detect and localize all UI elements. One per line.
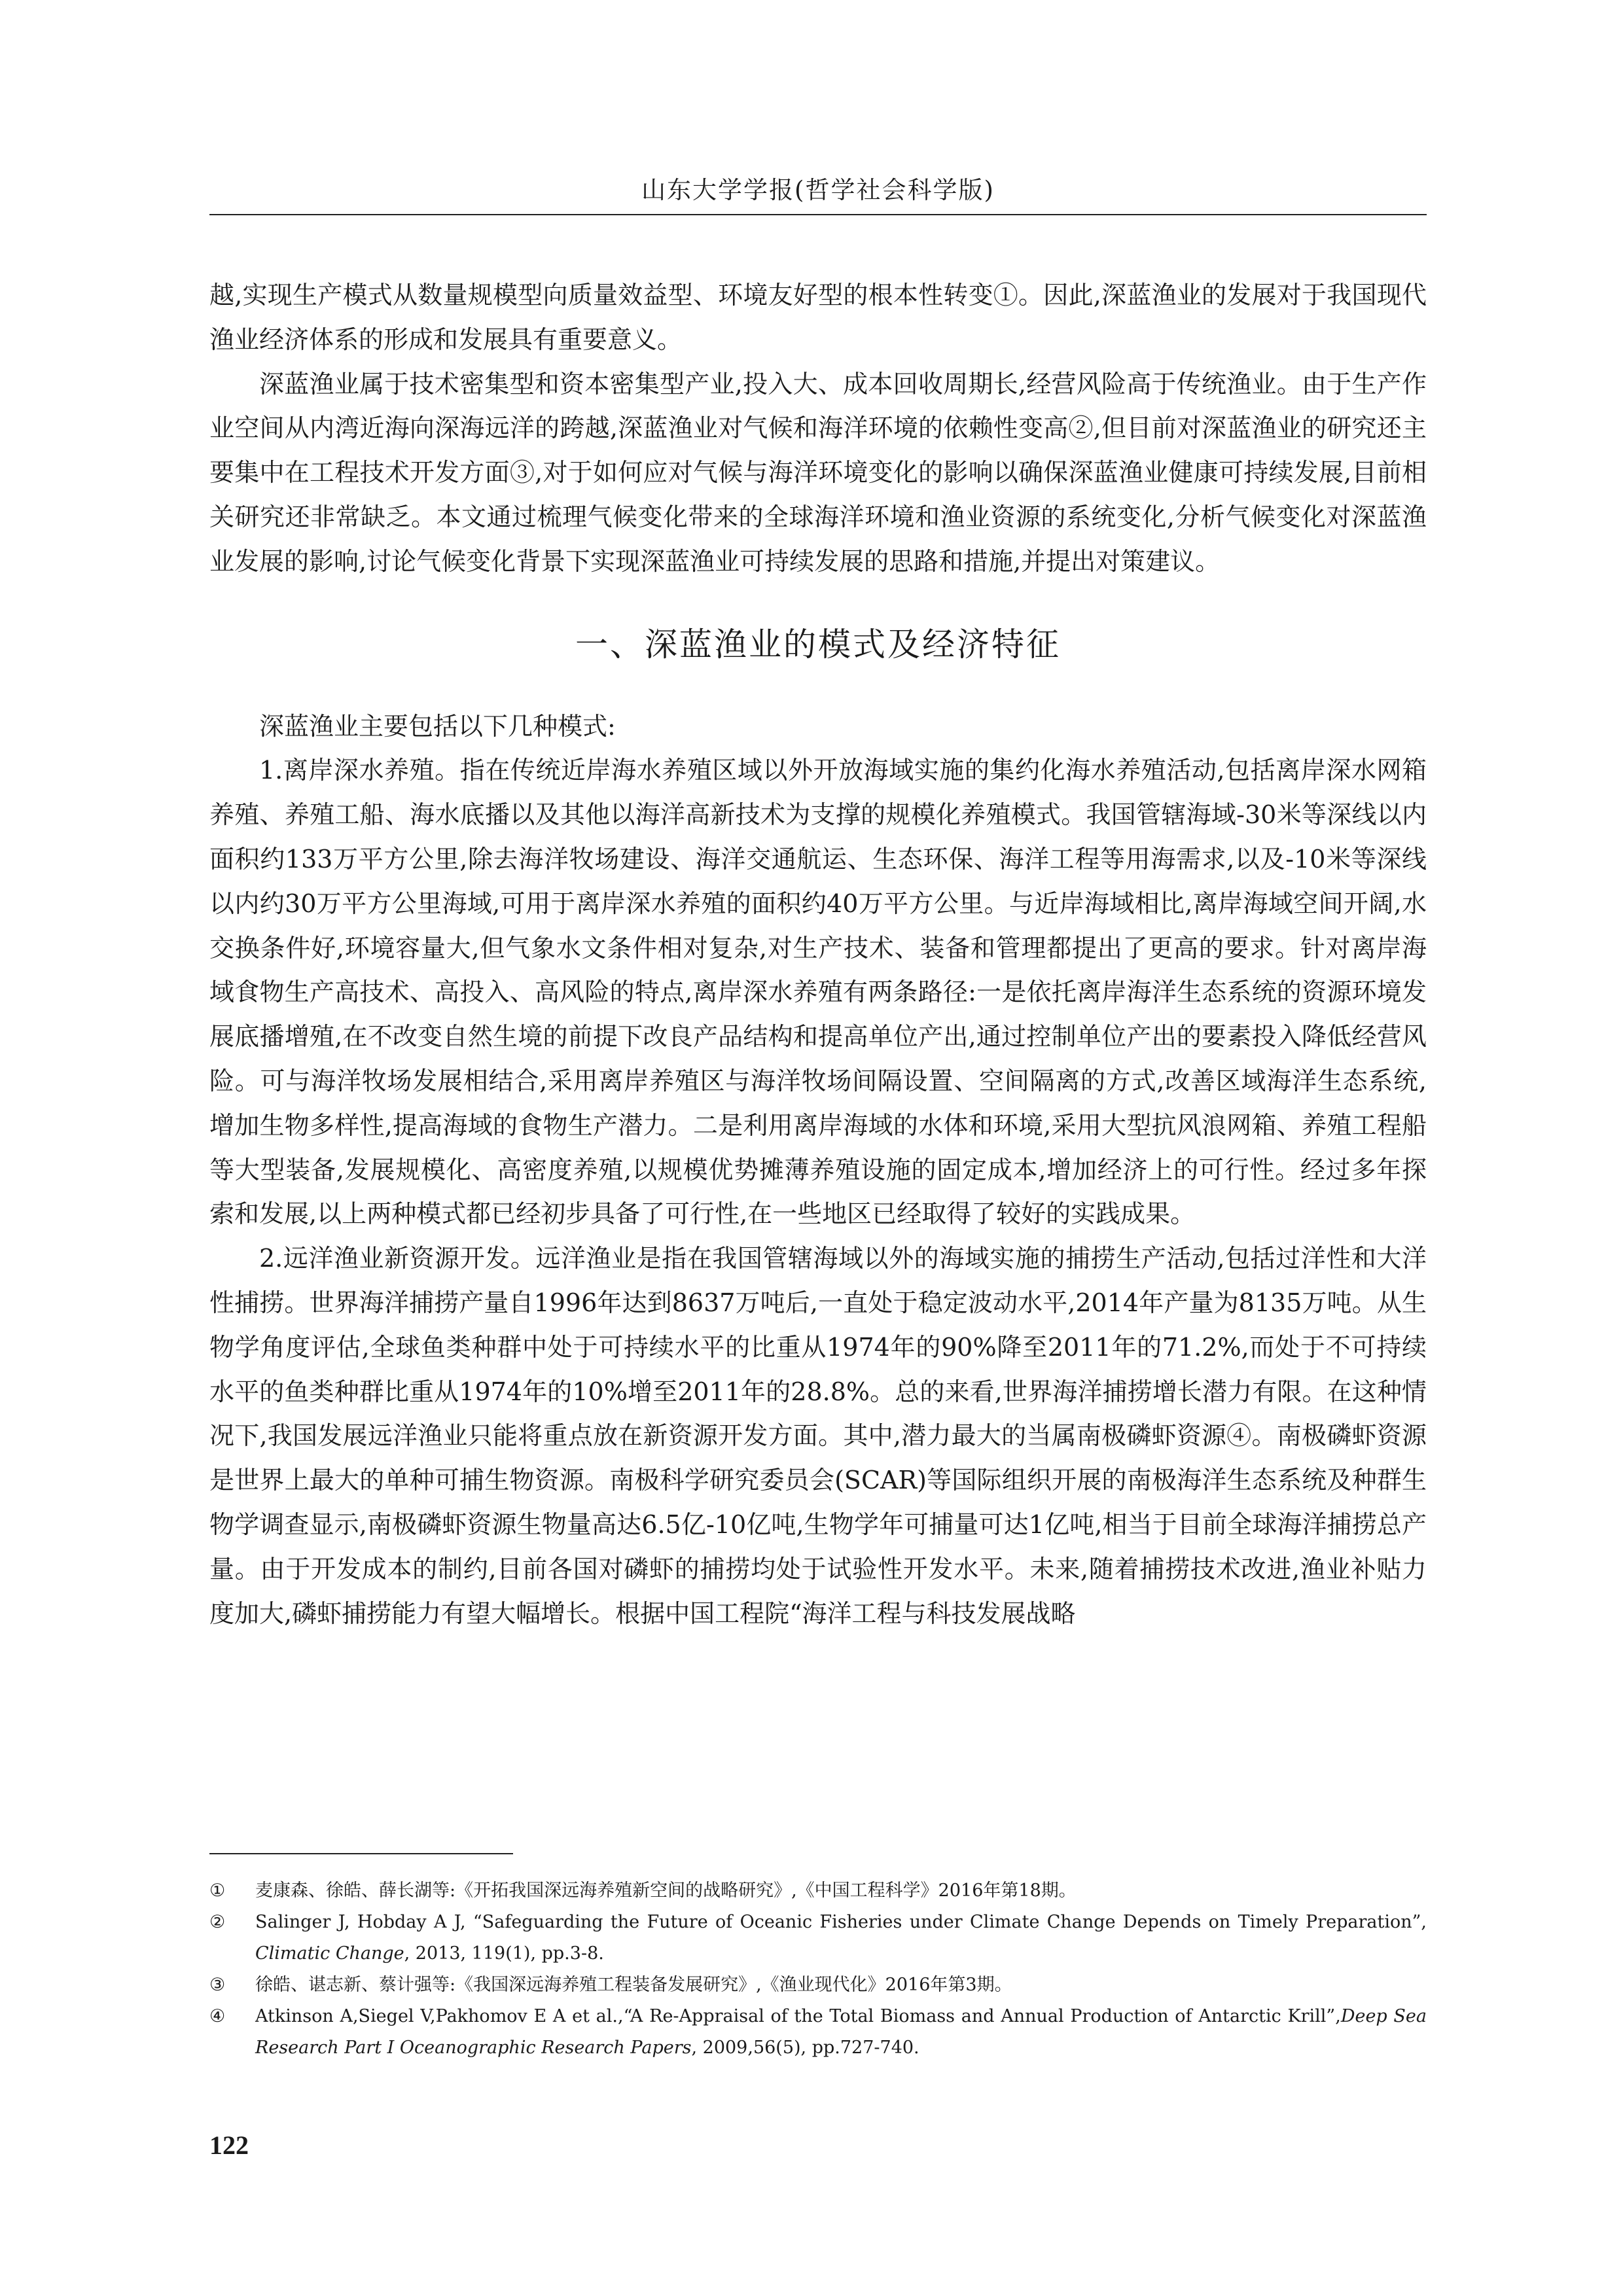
citation-details: , 2013, 119(1), pp.3-8. (404, 1943, 604, 1964)
running-header: 山东大学学报(哲学社会科学版) (641, 176, 995, 204)
footnote-text (255, 1907, 1427, 1969)
footnote-text: 麦康森、徐皓、薛长湖等:《开拓我国深远海养殖新空间的战略研究》,《中国工程科学》2016年第18期。 (255, 1881, 1077, 1901)
footnote (209, 1875, 1427, 1907)
footnote-text (255, 2001, 1427, 2064)
footnote (209, 2001, 1427, 2064)
footnote-mark: ③ (209, 1975, 226, 1995)
footnote-text: 徐皓、谌志新、蔡计强等:《我国深远海养殖工程装备发展研究》,《渔业现代化》2016年第3期。 (255, 1975, 1012, 1995)
footnotes (209, 1875, 1427, 2064)
paragraph: 深蓝渔业属于技术密集型和资本密集型产业,投入大、成本回收周期长,经营风险高于传统渔业。由于生产作业空间从内湾近海向深海远洋的跨越,深蓝渔业对气候和海洋环境的依赖性变高②,但目前对深蓝渔业的研究还主要集中在工程技术开发方面③,对于如何应对气候与海洋环境变化的影响以确保深蓝渔业健康可持续发展,目前相关研究还非常缺乏。本文通过梳理气候变化带来的全球海洋环境和渔业资源的系统变化,分析气候变化对深蓝渔业发展的影响,讨论气候变化背景下实现深蓝渔业可持续发展的思路和措施,并提出对策建议。 (209, 369, 1427, 576)
header-rule (209, 214, 1427, 215)
citation-text: Salinger J, Hobday A J, “Safeguarding the Future of Oceanic Fisheries under Climate Change Depends on Timely Preparation”, (255, 1912, 1427, 1932)
citation-text: Atkinson A,Siegel V,Pakhomov E A et al.,“A Re-Appraisal of the Total Biomass and Annual Production of Antarctic Krill”, (255, 2006, 1341, 2026)
paragraph: 1.离岸深水养殖。指在传统近岸海水养殖区域以外开放海域实施的集约化海水养殖活动,包括离岸深水网箱养殖、养殖工船、海水底播以及其他以海洋高新技术为支撑的规模化养殖模式。我国管辖海域-30米等深线以内面积约133万平方公里,除去海洋牧场建设、海洋交通航运、生态环保、海洋工程等用海需求,以及-10米等深线以内约30万平方公里海域,可用于离岸深水养殖的面积约40万平方公里。与近岸海域相比,离岸海域空间开阔,水交换条件好,环境容量大,但气象水文条件相对复杂,对生产技术、装备和管理都提出了更高的要求。针对离岸海域食物生产高技术、高投入、高风险的特点,离岸深水养殖有两条路径:一是依托离岸海洋生态系统的资源环境发展底播增殖,在不改变自然生境的前提下改良产品结构和提高单位产出,通过控制单位产出的要素投入降低经营风险。可与海洋牧场发展相结合,采用离岸养殖区与海洋牧场间隔设置、空间隔离的方式,改善区域海洋生态系统,增加生物多样性,提高海域的食物生产潜力。二是利用离岸海域的水体和环境,采用大型抗风浪网箱、养殖工程船等大型装备,发展规模化、高密度养殖,以规模优势摊薄养殖设施的固定成本,增加经济上的可行性。经过多年探索和发展,以上两种模式都已经初步具备了可行性,在一些地区已经取得了较好的实践成果。 (209, 756, 1427, 1229)
paragraph: 越,实现生产模式从数量规模型向质量效益型、环境友好型的根本性转变①。因此,深蓝渔业的发展对于我国现代渔业经济体系的形成和发展具有重要意义。 (209, 281, 1427, 354)
footnote-mark: ④ (209, 2006, 226, 2026)
journal-title: Climatic Change (255, 1943, 404, 1964)
body-text (209, 274, 1427, 1636)
footnote (209, 1907, 1427, 1969)
footnote-rule (209, 1853, 513, 1854)
page-number: 122 (209, 2130, 249, 2160)
footnote-mark: ② (209, 1912, 226, 1932)
footnote (209, 1969, 1427, 2001)
paragraph: 2.远洋渔业新资源开发。远洋渔业是指在我国管辖海域以外的海域实施的捕捞生产活动,包括过洋性和大洋性捕捞。世界海洋捕捞产量自1996年达到8637万吨后,一直处于稳定波动水平,2014年产量为8135万吨。从生物学角度评估,全球鱼类种群中处于可持续水平的比重从1974年的90%降至2011年的71.2%,而处于不可持续水平的鱼类种群比重从1974年的10%增至2011年的28.8%。总的来看,世界海洋捕捞增长潜力有限。在这种情况下,我国发展远洋渔业只能将重点放在新资源开发方面。其中,潜力最大的当属南极磷虾资源④。南极磷虾资源是世界上最大的单种可捕生物资源。南极科学研究委员会(SCAR)等国际组织开展的南极海洋生态系统及种群生物学调查显示,南极磷虾资源生物量高达6.5亿-10亿吨,生物学年可捕量可达1亿吨,相当于目前全球海洋捕捞总产量。由于开发成本的制约,目前各国对磷虾的捕捞均处于试验性开发水平。未来,随着捕捞技术改进,渔业补贴力度加大,磷虾捕捞能力有望大幅增长。根据中国工程院“海洋工程与科技发展战略 (209, 1244, 1427, 1628)
section-heading: 一、深蓝渔业的模式及经济特征 (575, 625, 1061, 663)
paragraph: 深蓝渔业主要包括以下几种模式: (259, 711, 616, 741)
journal-title: Deep Sea Research Part I Oceanographic Research Papers (255, 2006, 1427, 2058)
citation-details: , 2009,56(5), pp.727-740. (691, 2038, 919, 2058)
footnote-mark: ① (209, 1881, 226, 1901)
